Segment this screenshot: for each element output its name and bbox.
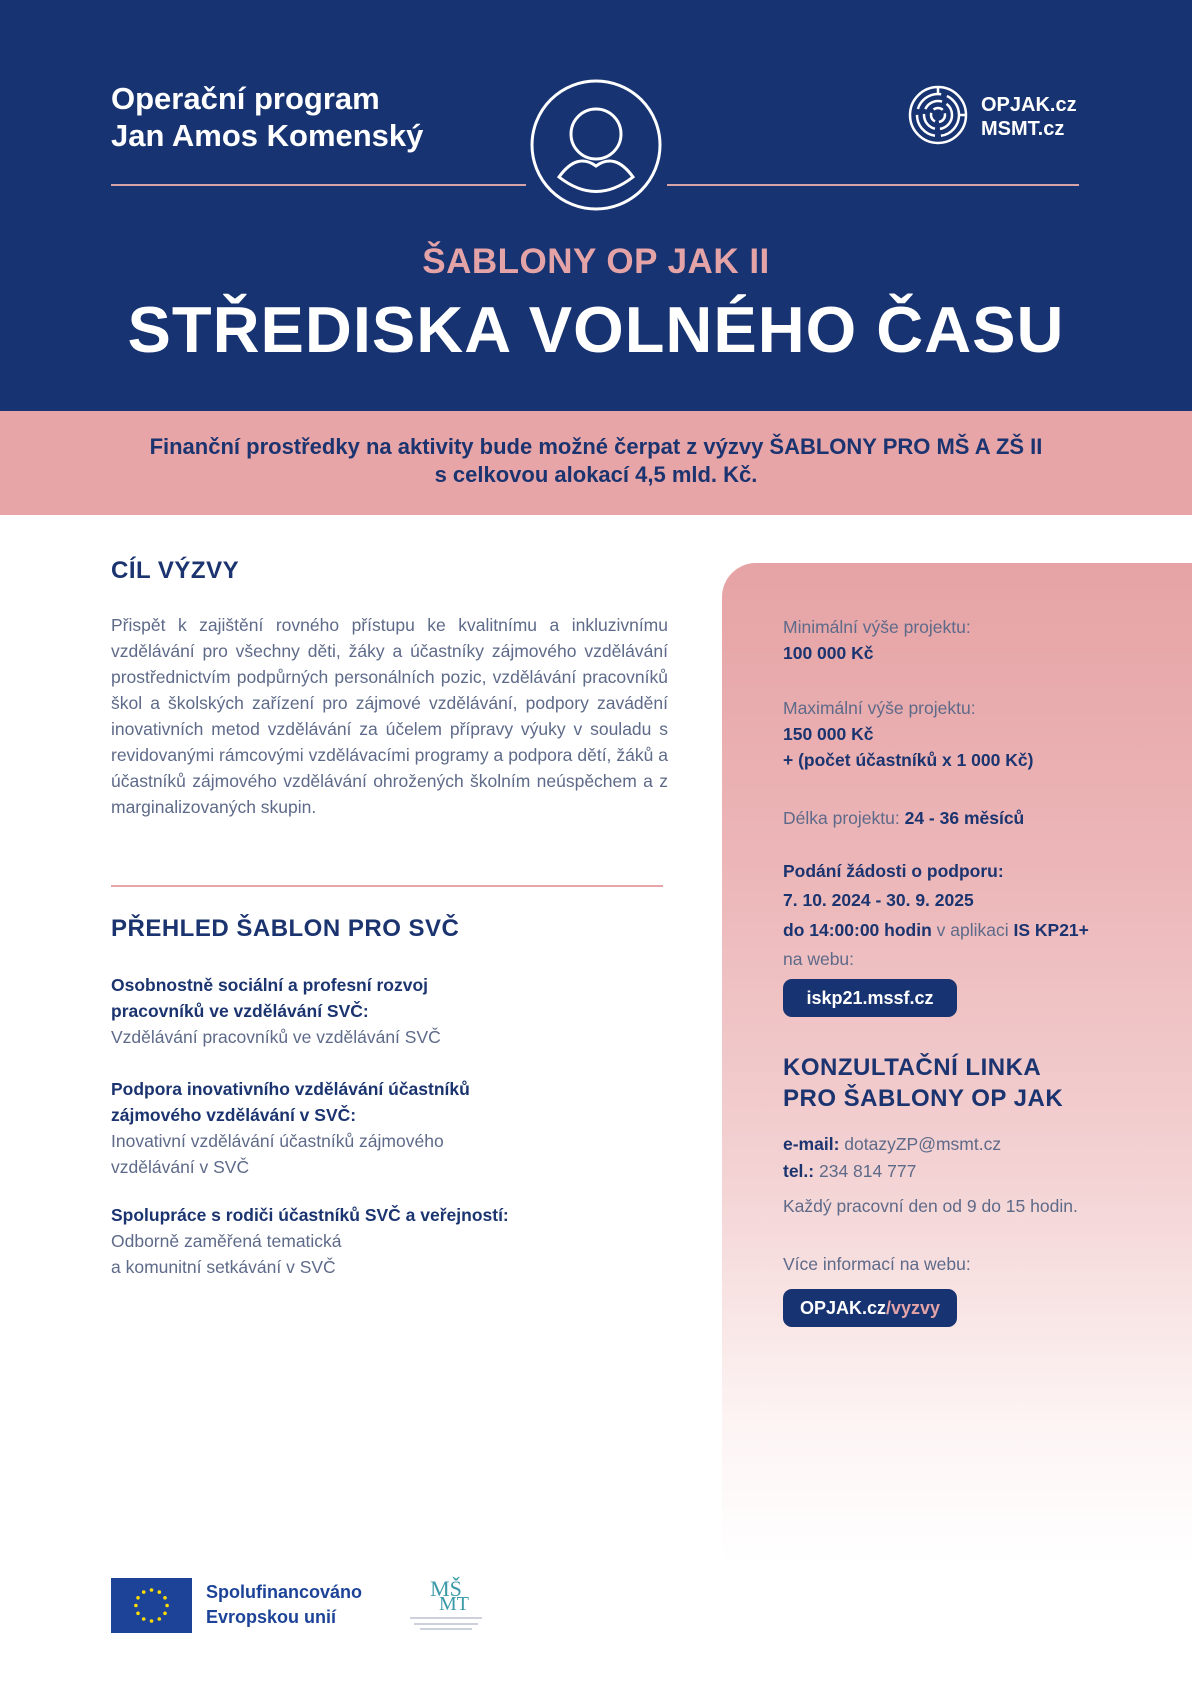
- program-name-line1: Operační program: [111, 81, 380, 116]
- min-amount-label: Minimální výše projektu:: [783, 617, 971, 637]
- email-row: [783, 1131, 1001, 1157]
- submit-heading: Podání žádosti o podporu:: [783, 861, 1004, 881]
- email-link[interactable]: dotazyZP@msmt.cz: [839, 1134, 1002, 1154]
- eu-flag-icon: [111, 1578, 192, 1633]
- min-amount-value: 100 000 Kč: [783, 643, 874, 663]
- office-hours: Každý pracovní den od 9 do 15 hodin.: [783, 1196, 1078, 1216]
- max-amount-row: [783, 721, 874, 747]
- template-item: [111, 1076, 631, 1180]
- page-subtitle: ŠABLONY OP JAK II: [422, 242, 770, 281]
- template-title: Podpora inovativního vzdělávání účastníků: [111, 1079, 470, 1099]
- phone-label: tel.:: [783, 1161, 815, 1181]
- allocation-line1: Finanční prostředky na aktivity bude možné čerpat z výzvy ŠABLONY PRO MŠ A ZŠ II: [149, 434, 1043, 459]
- consultation-heading-line2: PRO ŠABLONY OP JAK: [783, 1085, 1064, 1112]
- opjak-link-path: /vyzvy: [885, 1298, 941, 1318]
- phone-number: 234 814 777: [814, 1161, 917, 1181]
- allocation-text: [0, 433, 1192, 489]
- iskp-link-button[interactable]: iskp21.mssf.cz: [783, 979, 957, 1017]
- allocation-band: [0, 411, 1192, 515]
- opjak-link-domain: OPJAK.cz: [799, 1298, 886, 1318]
- eu-text-line2: Evropskou unií: [206, 1607, 337, 1627]
- page-title: STŘEDISKA VOLNÉHO ČASU: [127, 293, 1065, 366]
- email-label: e-mail:: [783, 1134, 840, 1154]
- overview-heading: PŘEHLED ŠABLON PRO SVČ: [111, 915, 460, 942]
- consultation-heading: [783, 1052, 1063, 1114]
- template-title: pracovníků ve vzdělávání SVČ:: [111, 1001, 369, 1021]
- template-title: Spolupráce s rodiči účastníků SVČ a veřejností:: [111, 1205, 509, 1225]
- goal-text: Přispět k zajištění rovného přístupu ke kvalitnímu a inkluzivnímu vzdělávání pro všechny děti, žáky a účastníky zájmového vzdělávání prostřednictvím podpůrných personálních pozic, vzdělávání pracovníků škol a školských zařízení pro zájmové vzdělávání, podpory zavádění inovativních metod vzdělávání za účelem přípravy výuky v souladu s revidovanými rámcovými vzdělávacími programy a podpora dětí, žáků a účastníků zájmového vzdělávání ohrožených školním neúspěchem a z marginalizovaných skupin.: [111, 615, 668, 817]
- submit-dates-row: [783, 887, 974, 913]
- opjak-maze-logo-icon: [908, 85, 968, 145]
- template-description: Vzdělávání pracovníků ve vzdělávání SVČ: [111, 1027, 441, 1047]
- allocation-line2: s celkovou alokací 4,5 mld. Kč.: [434, 462, 758, 487]
- svg-text:MT: MT: [439, 1593, 469, 1615]
- submit-app: IS KP21+: [1013, 920, 1089, 940]
- template-title: zájmového vzdělávání v SVČ:: [111, 1105, 357, 1125]
- template-description: vzdělávání v SVČ: [111, 1157, 250, 1177]
- program-name-line2: Jan Amos Komenský: [111, 118, 424, 153]
- header-divider-left: [111, 184, 526, 186]
- msmt-ministry-logo-icon: [384, 1574, 508, 1634]
- template-item: [111, 1202, 631, 1280]
- program-name: [111, 80, 423, 154]
- template-title: Osobnostně sociální a profesní rozvoj: [111, 975, 428, 995]
- opjak-web-text: OPJAK.cz: [981, 94, 1077, 116]
- goal-heading: CÍL VÝZVY: [111, 557, 240, 584]
- phone-row: [783, 1158, 916, 1184]
- max-amount-value: 150 000 Kč: [783, 724, 874, 744]
- header-web-links: [981, 93, 1077, 141]
- opjak-vyzvy-link-button[interactable]: [783, 1289, 957, 1327]
- svg-text:MŠ: MŠ: [430, 1576, 462, 1601]
- header-divider-right: [667, 184, 1079, 186]
- max-amount-note: + (počet účastníků x 1 000 Kč): [783, 750, 1034, 770]
- template-description: Inovativní vzdělávání účastníků zájmového: [111, 1131, 444, 1151]
- max-amount-label: Maximální výše projektu:: [783, 698, 976, 718]
- eu-cofinanced-text: [206, 1580, 362, 1630]
- template-item: [111, 972, 631, 1050]
- eu-text-line1: Spolufinancováno: [206, 1582, 363, 1602]
- max-amount-note-row: [783, 747, 1033, 773]
- duration-value: 24 - 36 měsíců: [904, 808, 1025, 828]
- submit-time: do 14:00:00 hodin: [783, 920, 932, 940]
- submit-heading-row: [783, 858, 1004, 884]
- msmt-web-text: MSMT.cz: [981, 118, 1065, 140]
- section-divider: [111, 885, 663, 887]
- header-banner: [0, 0, 1192, 411]
- more-info-label: Více informací na webu:: [783, 1254, 971, 1274]
- duration-label: Délka projektu:: [783, 808, 905, 828]
- template-description: Odborně zaměřená tematická: [111, 1231, 342, 1251]
- person-icon: [529, 78, 663, 212]
- template-description: a komunitní setkávání v SVČ: [111, 1257, 336, 1277]
- submit-dates: 7. 10. 2024 - 30. 9. 2025: [783, 890, 974, 910]
- submit-time-row: [783, 917, 1089, 943]
- min-amount-row: [783, 640, 874, 666]
- consultation-heading-line1: KONZULTAČNÍ LINKA: [783, 1054, 1042, 1081]
- submit-app-text: v aplikaci: [931, 920, 1014, 940]
- submit-web-label: na webu:: [783, 949, 855, 969]
- duration-row: [783, 805, 1024, 831]
